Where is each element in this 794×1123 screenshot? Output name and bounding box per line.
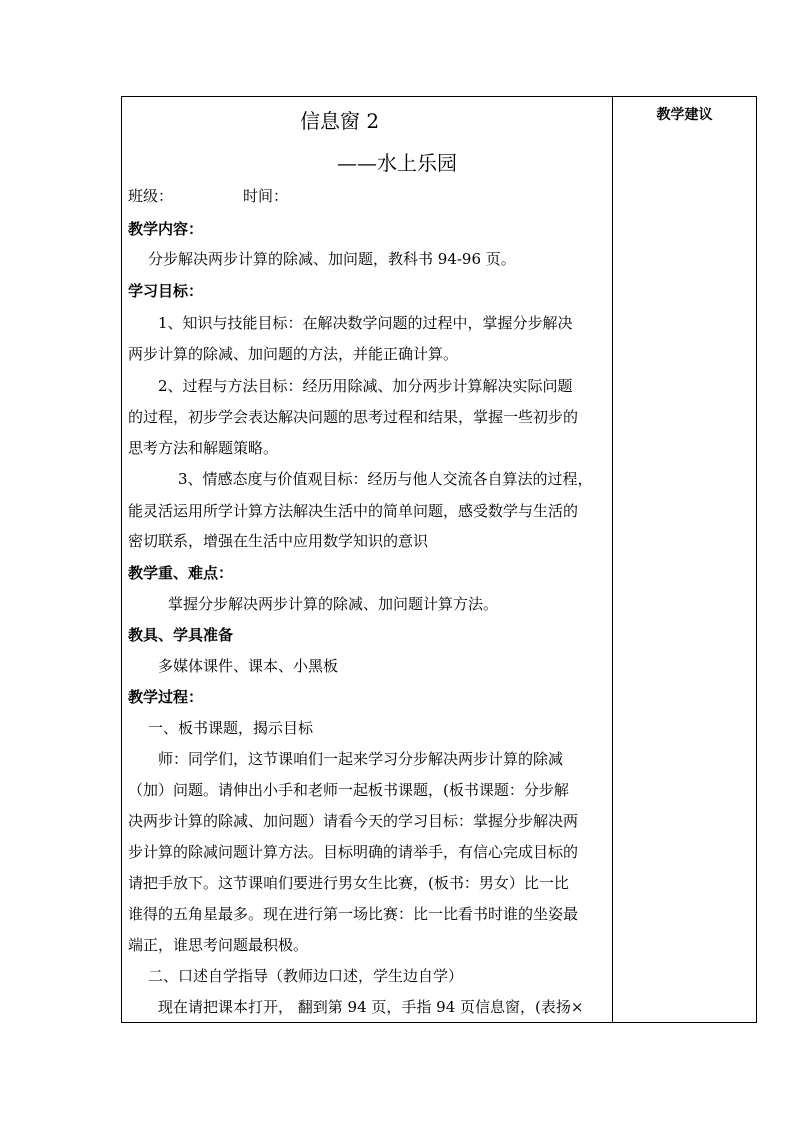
goal2-line3: 思考方法和解题策略。 xyxy=(128,439,279,457)
goal1-line1: 1、知识与技能目标：在解决数学问题的过程中，掌握分步解决 xyxy=(158,314,573,332)
lesson-plan-table xyxy=(121,96,757,1023)
step2-title: 二、口述自学指导（教师边口述，学生边自学） xyxy=(148,967,464,985)
goals-heading: 学习目标： xyxy=(128,282,204,300)
goal3-line2: 能灵活运用所学计算方法解决生活中的简单问题，感受数学与生活的 xyxy=(128,502,579,520)
step1-title: 一、板书课题，揭示目标 xyxy=(148,719,314,737)
para1-line5: 请把手放下。这节课咱们要进行男女生比赛，(板书：男女）比一比 xyxy=(128,874,569,892)
para1-line4: 步计算的除减问题计算方法。目标明确的请举手，有信心完成目标的 xyxy=(128,843,579,861)
content-text: 分步解决两步计算的除减、加问题，教科书 94-96 页。 xyxy=(148,250,516,268)
goal3-line1: 3、情感态度与价值观目标：经历与他人交流各自算法的过程， xyxy=(178,470,593,488)
lesson-content-column xyxy=(122,97,612,1022)
process-heading: 教学过程： xyxy=(128,688,204,706)
para2-line1: 现在请把课本打开， 翻到第 94 页，手指 94 页信息窗，(表扬× xyxy=(158,998,584,1016)
lesson-subtitle: ——水上乐园 xyxy=(337,151,457,175)
goal1-line2: 两步计算的除减、加问题的方法，并能正确计算。 xyxy=(128,345,459,363)
lesson-title: 信息窗 2 xyxy=(300,109,380,133)
goal2-line1: 2、过程与方法目标：经历用除减、加分两步计算解决实际问题 xyxy=(158,377,573,395)
key-text: 掌握分步解决两步计算的除减、加问题计算方法。 xyxy=(168,595,499,613)
class-label: 班级： xyxy=(128,187,174,205)
meta-line xyxy=(128,186,608,206)
goal2-line2: 的过程，初步学会表达解决问题的思考过程和结果，掌握一些初步的 xyxy=(128,408,579,426)
teaching-suggestion-title: 教学建议 xyxy=(656,107,713,123)
para1-line3: 决两步计算的除减、加问题）请看今天的学习目标：掌握分步解决两 xyxy=(128,812,579,830)
para1-line7: 端正，谁思考问题最积极。 xyxy=(128,936,309,954)
para1-line2: （加）问题。请伸出小手和老师一起板书课题，(板书课题：分步解 xyxy=(128,781,569,799)
tools-text: 多媒体课件、课本、小黑板 xyxy=(158,657,339,675)
tools-heading: 教具、学具准备 xyxy=(128,626,234,644)
teaching-suggestion-column xyxy=(613,97,756,1022)
para1-line1: 师：同学们，这节课咱们一起来学习分步解决两步计算的除减 xyxy=(158,750,564,768)
para1-line6: 谁得的五角星最多。现在进行第一场比赛：比一比看书时谁的坐姿最 xyxy=(128,905,579,923)
goal3-line3: 密切联系，增强在生活中应用数学知识的意识 xyxy=(128,532,429,550)
content-heading: 教学内容： xyxy=(128,220,204,238)
time-label: 时间： xyxy=(243,187,289,205)
key-heading: 教学重、难点： xyxy=(128,564,234,582)
